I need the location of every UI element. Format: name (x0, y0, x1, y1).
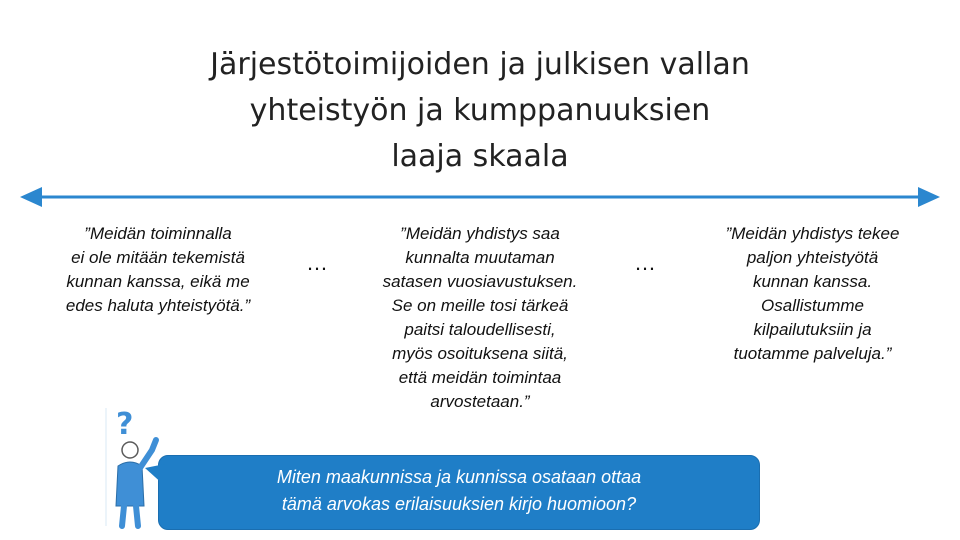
quote-line: ”Meidän toiminnalla (84, 224, 232, 243)
ellipsis-1: … (306, 250, 329, 275)
ellipsis-2: … (634, 250, 657, 275)
quote-line: kunnan kanssa, eikä me (66, 272, 250, 291)
callout-text (159, 464, 759, 518)
title-line-2: yhteistyön ja kumppanuuksien (249, 93, 711, 128)
quote-line: Osallistumme (761, 296, 864, 315)
quote-line: paljon yhteistyötä (746, 248, 879, 267)
quote-small-grant (340, 222, 620, 414)
quote-line: tuotamme palveluja.” (733, 344, 892, 363)
quote-line: myös osoituksena siitä, (392, 344, 568, 363)
quote-line: kunnalta muutaman (405, 248, 555, 267)
quote-no-cooperation (28, 222, 288, 318)
quote-line: paitsi taloudellisesti, (404, 320, 556, 339)
quote-line: Se on meille tosi tärkeä (391, 296, 569, 315)
title-line-1: Järjestötoimijoiden ja julkisen vallan (210, 47, 750, 82)
question-callout (158, 455, 760, 530)
quote-much-cooperation (680, 222, 945, 366)
quote-line: edes haluta yhteistyötä.” (65, 296, 251, 315)
quote-line: kunnan kanssa. (752, 272, 873, 291)
quote-line: ”Meidän yhdistys saa (400, 224, 560, 243)
quote-line: kilpailutuksiin ja (753, 320, 872, 339)
callout-line-1: Miten maakunnissa ja kunnissa osataan ottaa (276, 467, 642, 487)
callout-line-2: tämä arvokas erilaisuuksien kirjo huomioon? (281, 494, 637, 514)
quote-line: että meidän toimintaa (398, 368, 562, 387)
quote-line: satasen vuosiavustuksen. (382, 272, 578, 291)
quote-line: ei ole mitään tekemistä (71, 248, 245, 267)
svg-text:?: ? (116, 407, 134, 442)
scale-arrow-left-head (20, 187, 42, 207)
scale-arrow-right-head (918, 187, 940, 207)
quote-line: arvostetaan.” (430, 392, 530, 411)
title-line-3: laaja skaala (391, 139, 569, 174)
quote-line: ”Meidän yhdistys tekee (725, 224, 900, 243)
